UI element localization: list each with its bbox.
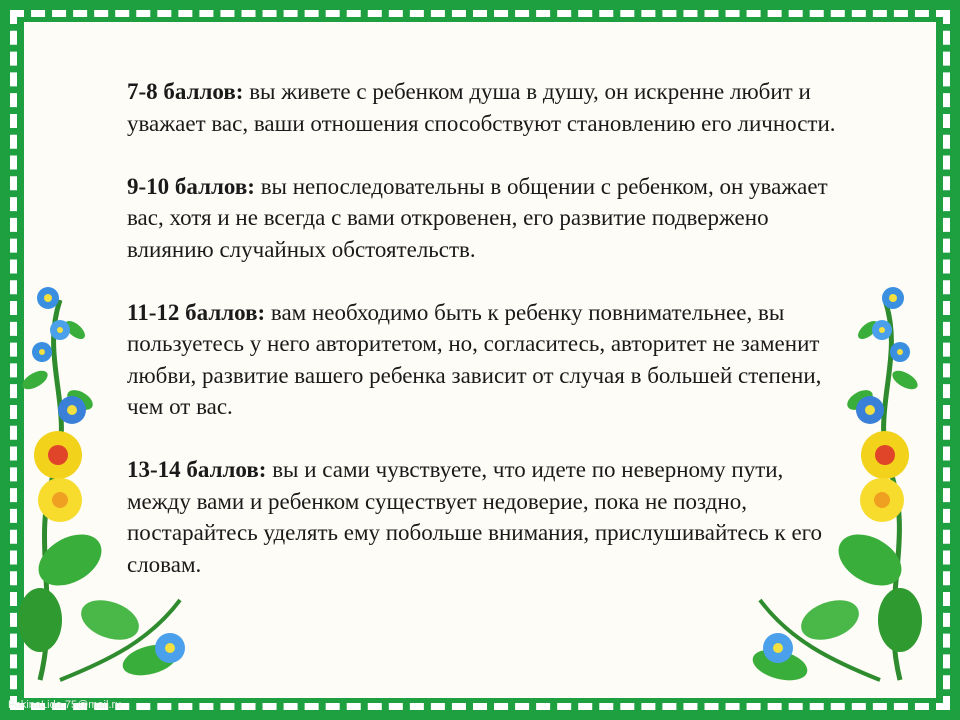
right-yellow-flowers <box>860 431 909 522</box>
result-description: вы и сами чувствуете, что идете по неверному пути, между вами и ребенком существует недоверие, пока не поздно, постарайтесь уделять ему побольше внимания, прислушивайтесь к его словам. <box>127 457 823 577</box>
result-description: вы живете с ребенком душа в душу, он искренне любит и уважает вас, ваши отношения способствуют становлению его личности. <box>127 79 836 136</box>
result-description: вам необходимо быть к ребенку повнимательнее, вы пользуетесь у него авторитетом, но, согласитесь, авторитет не заменит любви, развитие вашего ребенка зависит от случая в большей степени, чем от вас. <box>127 299 822 419</box>
result-paragraph <box>127 297 837 423</box>
author-watermark: FokinaLida.75@mail.ru <box>8 699 122 711</box>
score-range: 9-10 баллов: <box>127 173 255 199</box>
result-paragraph <box>127 171 837 266</box>
result-paragraph <box>127 454 837 580</box>
left-yellow-flowers <box>34 431 82 522</box>
results-text <box>127 76 837 612</box>
score-range: 7-8 баллов: <box>127 79 244 104</box>
result-description: вы непоследовательны в общении с ребенком, он уважает вас, хотя и не всегда с вами откровенен, его развитие подвержено влиянию случайных обстоятельств. <box>127 173 828 262</box>
result-paragraph <box>127 76 837 139</box>
score-range: 13-14 баллов: <box>127 457 267 482</box>
score-range: 11-12 баллов: <box>127 299 266 325</box>
